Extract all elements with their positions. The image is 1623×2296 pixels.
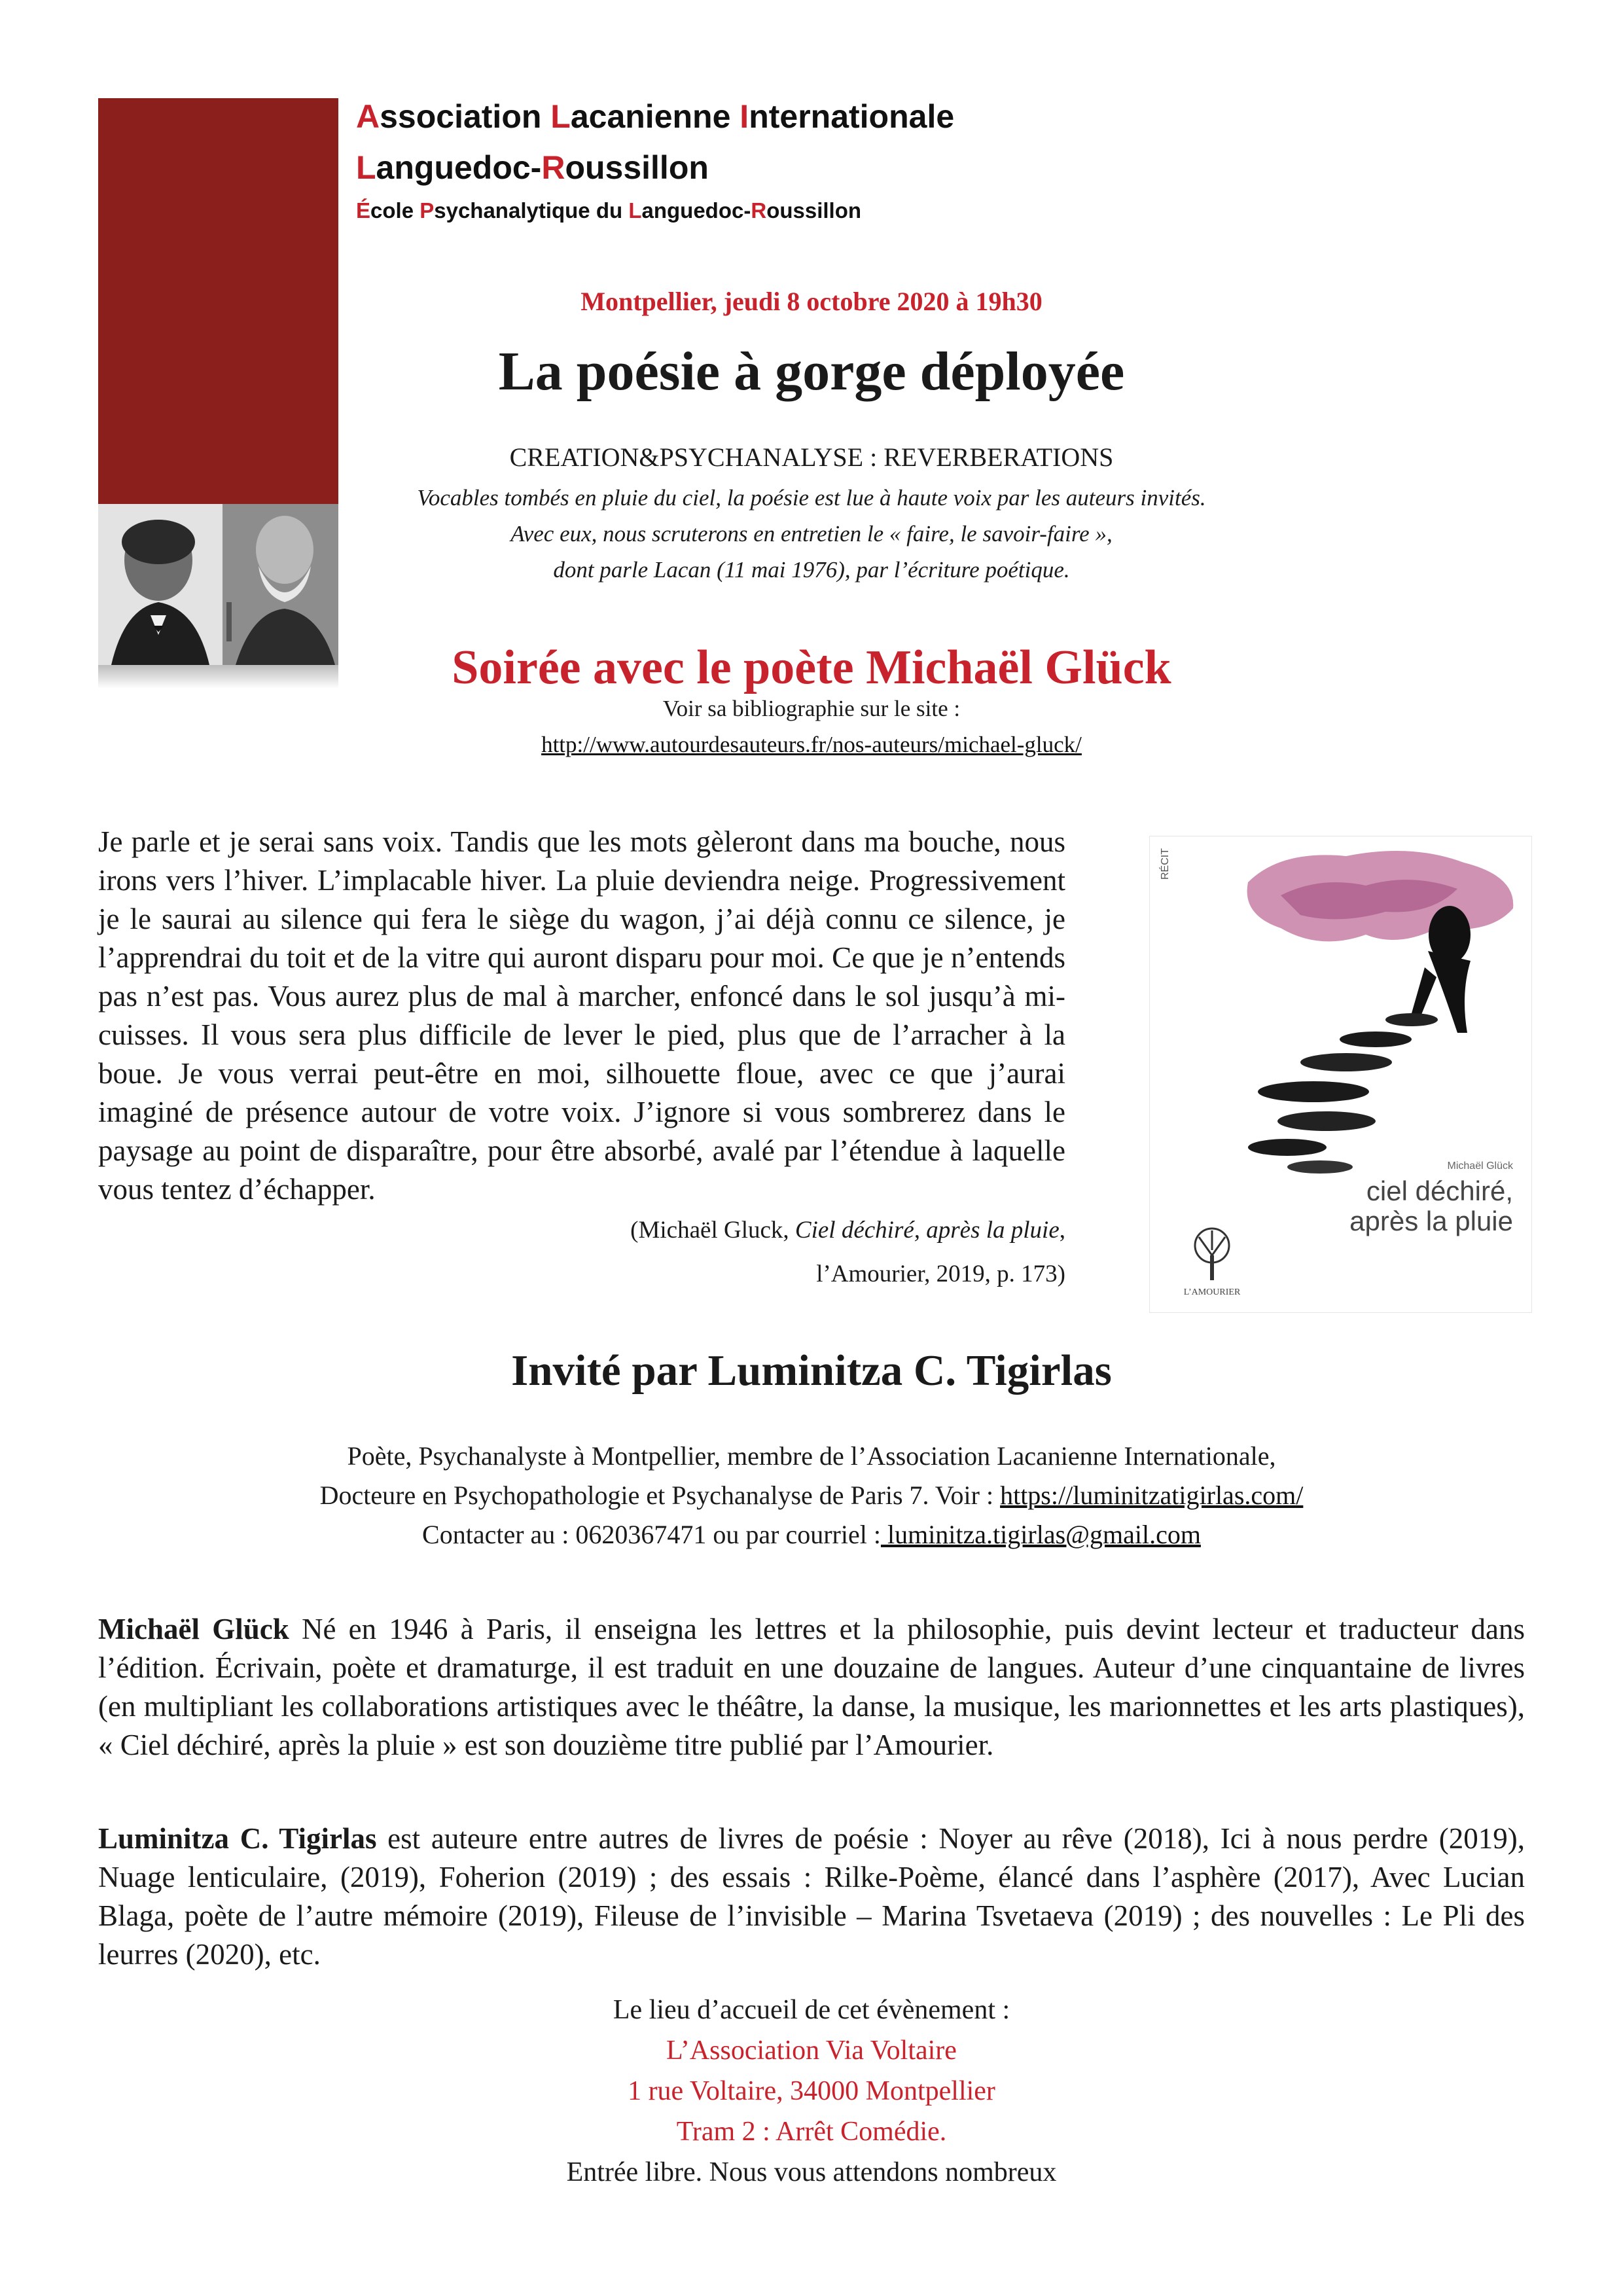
citation-line1: (Michaël Gluck, Ciel déchiré, après la pluie, xyxy=(630,1217,1065,1244)
citation-line2: l’Amourier, 2019, p. 173) xyxy=(816,1261,1065,1287)
biblio-label: Voir sa bibliographie sur le site : xyxy=(662,696,961,721)
book-cover xyxy=(1150,836,1531,1312)
portrait-photo xyxy=(98,504,338,665)
book-title-line1: ciel déchiré, xyxy=(1366,1175,1513,1206)
event-title: La poésie à gorge déployée xyxy=(498,341,1125,402)
venue-tram: Tram 2 : Arrêt Comédie. xyxy=(676,2117,947,2147)
intro-line: Avec eux, nous scruterons en entretien le « faire, le savoir-faire », xyxy=(510,521,1113,547)
biblio-link-wrap xyxy=(353,732,1270,758)
book-title-line2: après la pluie xyxy=(1349,1206,1513,1236)
venue-name: L’Association Via Voltaire xyxy=(666,2036,957,2066)
venue-block xyxy=(157,1990,1466,2193)
header-color-block xyxy=(98,98,338,504)
school-name: École Psychanalytique du Languedoc-Roussillon xyxy=(356,198,862,223)
org-word: Association xyxy=(356,98,551,135)
excerpt-text: Je parle et je serai sans voix. Tandis que les mots gèleront dans ma bouche, nous irons vers l’hiver. L’implacable hiver. La pluie deviendra neige. Progressivement je le saurai au silence qui fera le siège du wagon, j’ai déjà connu ce silence, je l’apprendrai du toit et de la vitre qui auront disparu pour moi. Ce que je n’entends pas n’est pas. Vous aurez plus de mal à marcher, enfoncé dans le sol jusqu’à mi-cuisses. Il vous sera plus difficile de lever le pied, plus que de l’arracher à la boue. Je vous verrai peut-être en moi, silhouette floue, avec ce que j’aurai imaginé de présence autour de votre voix. J’ignore si vous sombrerez dans le paysage au point de disparaître, pour être absorbé, avalé par l’étendue à laquelle vous tentez d’échapper. xyxy=(98,825,1065,1206)
bio-gluck xyxy=(98,1610,1525,1765)
intro-line: Vocables tombés en pluie du ciel, la poésie est lue à haute voix par les auteurs invités. xyxy=(417,485,1206,511)
host-line3: Contacter au : 0620367471 ou par courriel : luminitza.tigirlas@gmail.com xyxy=(422,1520,1201,1549)
event-date: Montpellier, jeudi 8 octobre 2020 à 19h30 xyxy=(580,287,1043,316)
host-line1: Poète, Psychanalyste à Montpellier, membre de l’Association Lacanienne Internationale, xyxy=(347,1441,1276,1471)
host-heading: Invité par Luminitza C. Tigirlas xyxy=(511,1346,1112,1395)
org-name-line1 xyxy=(356,94,954,139)
biblio-link[interactable]: http://www.autourdesauteurs.fr/nos-auteurs/michael-gluck/ xyxy=(541,732,1082,757)
org-name-line2: Languedoc-Roussillon xyxy=(356,149,709,186)
host-website-link[interactable]: https://luminitzatigirlas.com/ xyxy=(1000,1480,1304,1510)
host-line2: Docteure en Psychopathologie et Psychanalyse de Paris 7. Voir : https://luminitzatigirlas.com/ xyxy=(319,1480,1304,1510)
host-email-link[interactable]: luminitza.tigirlas@gmail.com xyxy=(880,1520,1201,1549)
bio-tigirlas-name: Luminitza C. Tigirlas xyxy=(98,1822,377,1855)
host-details xyxy=(157,1437,1466,1554)
book-spine-label: RÉCIT xyxy=(1160,848,1171,880)
venue-address: 1 rue Voltaire, 34000 Montpellier xyxy=(628,2076,995,2106)
bio-tigirlas xyxy=(98,1820,1525,1974)
bio-tigirlas-text: est auteure entre autres de livres de poésie : Noyer au rêve (2018), Ici à nous perdre (2019), Nuage lenticulaire, (2019), Foherion (2019) ; des essais : Rilke-Poème, élancé dans l’asphère (2017), Avec Lucian Blaga, poète de l’autre mémoire (2019), Fileuse de l’invisible – Marina Tsvetaeva (2019) ; des nouvelles : Le Pli des leurres (2020), etc. xyxy=(98,1822,1525,1971)
book-publisher: L’AMOURIER xyxy=(1183,1287,1241,1297)
excerpt-citation xyxy=(393,1214,1065,1290)
bio-gluck-text: Né en 1946 à Paris, il enseigna les lettres et la philosophie, puis devint lecteur et traducteur dans l’édition. Écrivain, poète et dramaturge, il est traduit en une douzaine de langues. Auteur d’une cinquantaine de livres (en multipliant les collaborations artistiques avec le théâtre, la danse, la musique, les marionnettes et les arts plastiques), « Ciel déchiré, après la pluie » est son douzième titre publié par l’Amourier. xyxy=(98,1613,1525,1761)
soiree-heading: Soirée avec le poète Michaël Glück xyxy=(452,641,1171,694)
venue-label: Le lieu d’accueil de cet évènement : xyxy=(613,1995,1010,2025)
org-word: Internationale xyxy=(740,98,955,135)
org-word: Lacanienne xyxy=(550,98,740,135)
venue-closing: Entrée libre. Nous vous attendons nombreux xyxy=(566,2157,1057,2187)
intro-line: dont parle Lacan (11 mai 1976), par l’écriture poétique. xyxy=(553,557,1070,583)
event-intro xyxy=(353,480,1270,588)
event-series: CREATION&PSYCHANALYSE : REVERBERATIONS xyxy=(509,442,1114,472)
photo-fade xyxy=(98,665,338,689)
book-author: Michaël Glück xyxy=(1447,1160,1513,1172)
bio-gluck-name: Michaël Glück xyxy=(98,1613,289,1645)
